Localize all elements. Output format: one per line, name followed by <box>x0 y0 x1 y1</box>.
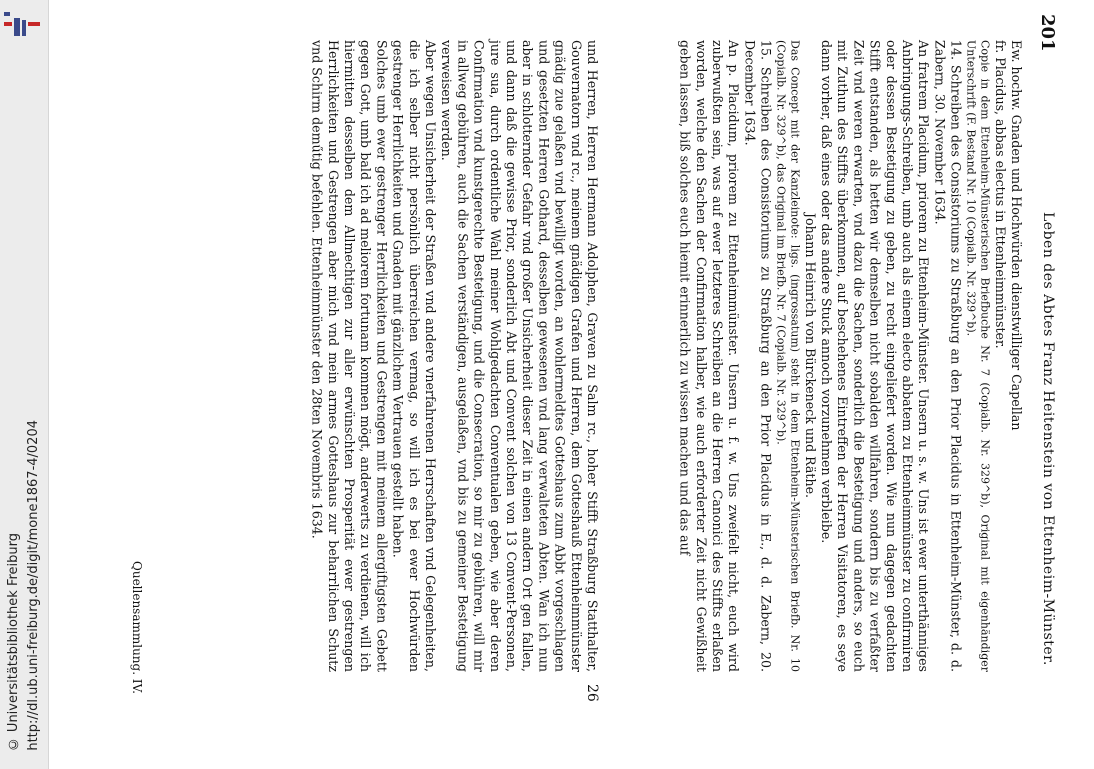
viewer-sidebar <box>0 0 49 769</box>
copyright-notice: © Universitätsbibliothek Freiburg <box>6 532 21 751</box>
paragraph: Ew. hochw. Gnaden und Hochwürden dienstwilliger Capellan <box>1009 40 1024 431</box>
scanned-page <box>120 12 1060 702</box>
signature: Johann Heinrich von Bürckeneck und Räthe. <box>802 213 818 499</box>
section-heading: 15. Schreiben des Consistoriums zu Straßburg an den Prior Placidus in E., d. d. Zabern, 20. December 1634. <box>742 40 774 672</box>
footer-signature: Quellensammlung. IV. <box>130 561 144 694</box>
page-number: 201 <box>1037 14 1058 52</box>
note: Das Concept mit der Kanzleinote: ligs. (ingrossatum) steht in dem Ettenheim-Münsterischen Briefb. Nr. 10 (Copialb. Nr. 329^b), das Original im Briefb. Nr. 7 (Copialb. Nr. 329^b). <box>774 40 802 672</box>
paragraph: An fratrem Placidum, priorem zu Ettenheim-Münster. Unsern u. s. w. Uns ist ewer unterthänniges Anbringungs-Schreiben, umb auch als einem electo abbatem zu Ettenheimmünster zu confirmiren oder dessen Bestetigung zu geben, zu recht eingeliefert worden. Wie nun dagegen gedachten Stifft entstanden, als hetten wir demselben nicht sobalden willfahren, sondern bis zu verfaßter Zeit vnd weren erwarten, vnd dazu die Sachen, sonderlich die Bestetigung und anders, so euch mit Zuthun des Stiffts überkommen, auf beschehenes Eintreffen der Herren Visitatoren, es seye dann vorher, daß eines oder das andere Stuck annoch vorzunehmen verbleibe. <box>818 40 932 672</box>
paragraph: Solches umb ewer gestrenger Herrlichkeiten und Gestrengen mit meinem allergiftigsten Gebett gegen Gott, umb bald ich ad meliorem fortunam kommen mögt, anderwerts zu verdienen, will ich hiermitten desselben dem Allmechtigen zur aller erwünschten Prosperität ewer gestrengen Herrlichkeiten und Gestrengen aber mich vnd mein armes Gotteshaus zur beharrlichen Schutz vnd Schirm deműtig befehlen. Ettenheimmünster den 28ten Novembris 1634. <box>309 40 390 672</box>
paragraph: Aber wegen Unsicherheit der Straßen vnd andere vnerfahrenen Herrschaften vnd Gelegenheiten, die ich selber nicht persönlich überreichen vermag, so will ich es bei ewer Hochwürden gestrenger Herrlichkeiten und Gnaden mit gänzlichem Vertrauen gestellt haben. <box>390 40 438 672</box>
paragraph: und Herren, Herren Hermann Adolphen, Graven zu Salm rc., hoher Stifft Straßburg Statthalter, Gouvernatorn vnd rc., meinem gnädigen Grafen und Herren, dem Gotteshauß Ettenheimmünster gnädig zue gelaßen vnd bewilligt worden, an wohlermeldtes Gotteshaus zum Abbt vorgeschlagen und gesetzten Herren Gothard, desselben gewesenen vnd lang verwalteten Abten. Wan ich nun aber in schlotternder Gefahr vnd großer Unsicherheit dieser Zeit in einen andern Ort gen fallen, und dann daß die gewisse Prior, sonderlich Abt und Convent solchen von 13 Convent-Personen, jure sua, durch ordentliche Wahl meiner Wohlgedachten Conventualen geben, wie aber deren Confirmation vnd kunstgerechte Bestetigung, und die Consecration, so mir zu gebühren, will mir in allweg gebühren, auch die Sachen verständigen, ausgelaßen, vnd bis zu gemeiner Bestetigung verweisen werden. <box>439 40 600 672</box>
university-logo-icon <box>2 8 42 38</box>
paragraph: An p. Placidum, priorem zu Ettenheimmünster. Unsern u. f. w. Uns zweifelt nicht, euch wird zuberwußten sein, was auf ewer letzteres Schreiben an die Herren Canonici des Stiffts erlaßen worden, welche den Sachen der Confirmation halber, wie auch erforderter Zeit nicht Gewißheit geben lassen, biß solches euch hiemit erinnerlich zu wissen machen und das auf <box>677 40 742 672</box>
running-title: Leben des Abtes Franz Heitenstein von Ettenheim-Münster. <box>1040 212 1056 666</box>
right-column <box>594 40 1024 672</box>
paragraph: fr. Placidus, abbas electus in Ettenheimmünster. <box>992 40 1008 349</box>
section-heading: 14. Schreiben des Consistoriums zu Straßburg an den Prior Placidus in Ettenheim-Münster, d. d. Zabern, 30. November 1634. <box>932 40 964 672</box>
page-url[interactable]: http://dl.ub.uni-freiburg.de/digit/mone1867-4/0204 <box>26 420 41 751</box>
left-column <box>160 40 600 672</box>
note: Copie in dem Ettenheim-Münsterischen Briefbuche Nr. 7 (Copialb. Nr. 329^b), Original mit eigenhändiger Unterschrift (F. Bestand Nr. 10 (Copialb. Nr. 329^b). <box>964 40 992 672</box>
signature-number: 26 <box>584 684 600 702</box>
